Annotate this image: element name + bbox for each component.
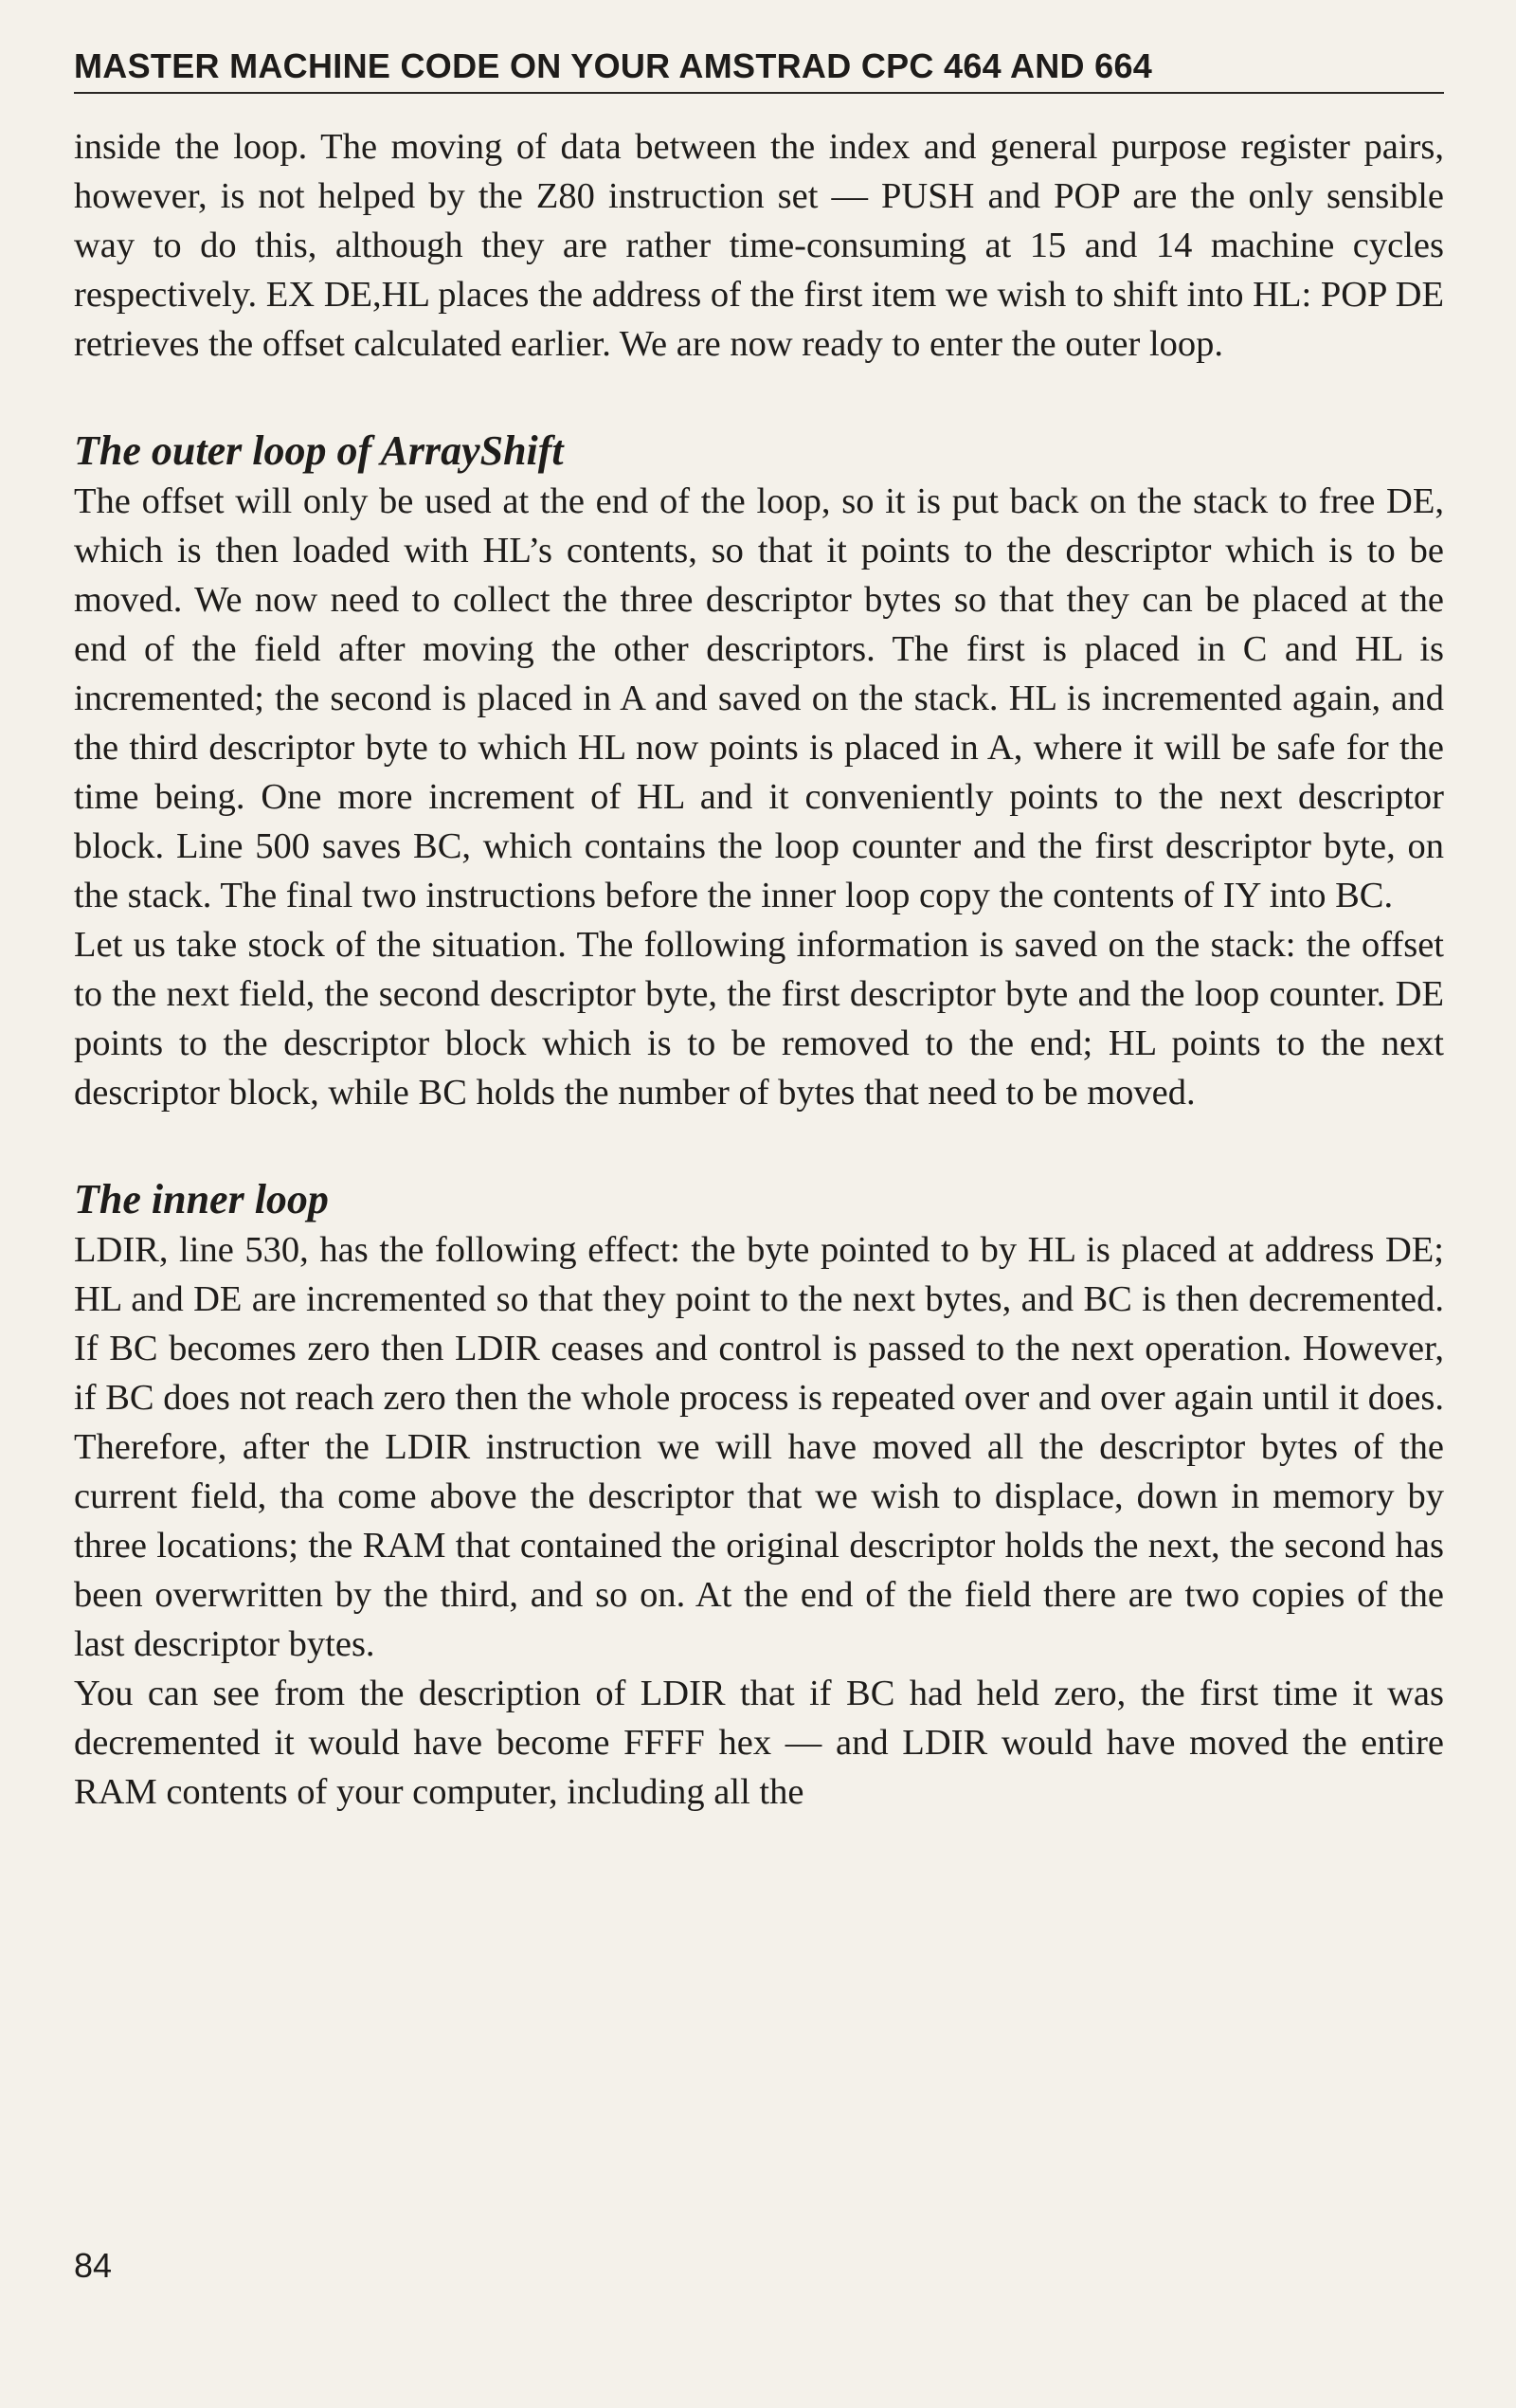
section-heading-outer-loop: The outer loop of ArrayShift xyxy=(74,427,564,475)
outer-loop-paragraph-2: Let us take stock of the situation. The following information is saved on the stack: the offset to the next field, the second descriptor byte, the first descriptor byte and the loop counter. DE points to the descriptor block which is to be removed to the end; HL points to the next descriptor block, while BC holds the number of bytes that need to be moved. xyxy=(74,925,1444,1113)
outer-loop-paragraph-1: The offset will only be used at the end of the loop, so it is put back on the stack to free DE, which is then loaded with HL’s contents, so that it points to the descriptor which is to be moved. We now need to collect the three descriptor bytes so that they can be placed at the end of the field after moving the other descriptors. The first is placed in C and HL is incremented; the second is placed in A and saved on the stack. HL is incremented again, and the third descriptor byte to which HL now points is placed in A, where it will be safe for the time being. One more increment of HL and it conveniently points to the next descriptor block. Line 500 saves BC, which contains the loop counter and the first descriptor byte, on the stack. The final two instructions before the inner loop copy the contents of IY into BC. xyxy=(74,481,1444,916)
inner-loop-paragraph-2: You can see from the description of LDIR that if BC had held zero, the first time it was decremented it would have become FFFF hex — and LDIR would have moved the entire RAM contents of your computer, including all the xyxy=(74,1674,1444,1813)
inner-loop-paragraph-1: LDIR, line 530, has the following effect: the byte pointed to by HL is placed at address DE; HL and DE are incremented so that they point to the next bytes, and BC is then decremented. If BC becomes zero then LDIR ceases and control is passed to the next operation. However, if BC does not reach zero then the whole process is repeated over and over again until it does. Therefore, after the LDIR instruction we will have moved all the descriptor bytes of the current field, tha come above the descriptor that we wish to displace, down in memory by three locations; the RAM that contained the original descriptor holds the next, the second has been overwritten by the third, and so on. At the end of the field there are two copies of the last descriptor bytes. xyxy=(74,1230,1444,1665)
running-head: MASTER MACHINE CODE ON YOUR AMSTRAD CPC 464 AND 664 xyxy=(74,45,1444,94)
page-number: 84 xyxy=(74,2246,113,2285)
section-heading-inner-loop: The inner loop xyxy=(74,1176,329,1223)
book-page xyxy=(74,45,1444,1817)
intro-paragraph: inside the loop. The moving of data between the index and general purpose register pairs, however, is not helped by the Z80 instruction set — PUSH and POP are the only sensible way to do this, although they are rather time-consuming at 15 and 14 machine cycles respectively. EX DE,HL places the address of the first item we wish to shift into HL: POP DE retrieves the offset calculated earlier. We are now ready to enter the outer loop. xyxy=(74,127,1444,365)
